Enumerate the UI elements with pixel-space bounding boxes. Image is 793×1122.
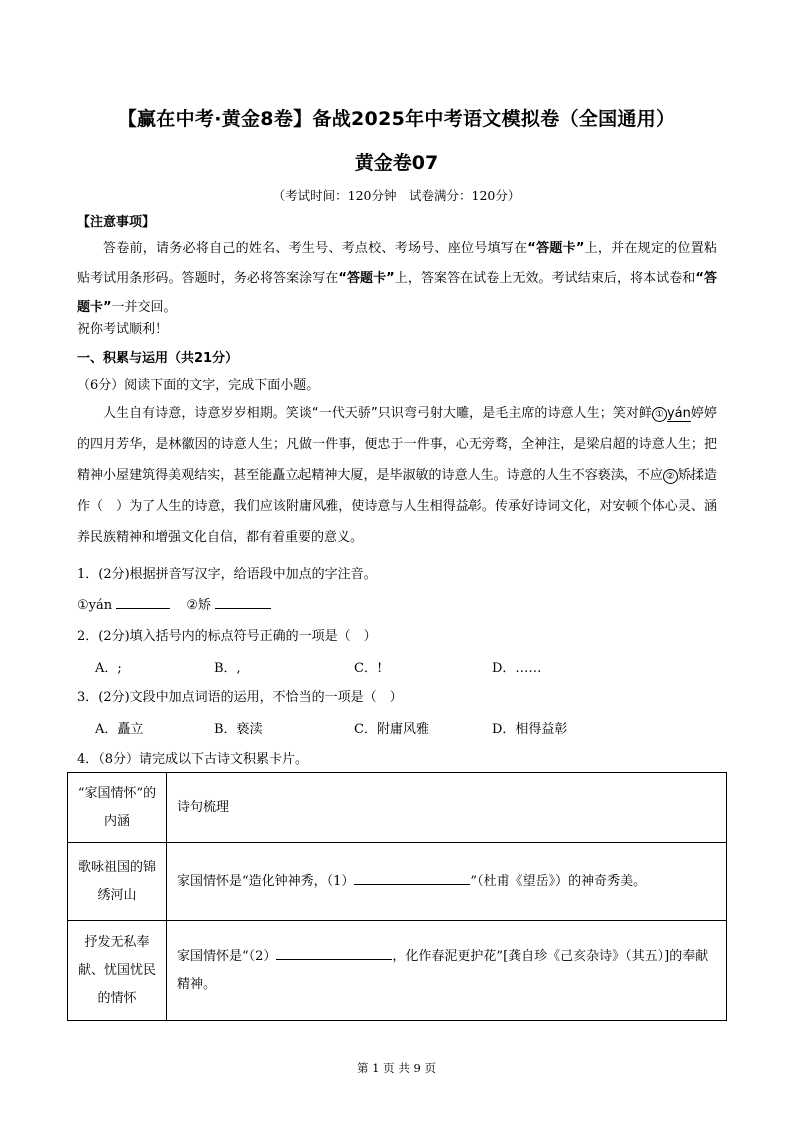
question-1-stem: 1．(2分)根据拼音写汉字，给语段中加点的字注音。 xyxy=(77,567,377,582)
exam-subtitle: 黄金卷07 xyxy=(354,152,439,174)
q3-option-c[interactable]: C．附庸风雅 xyxy=(354,722,429,737)
blank-marker-2: ② xyxy=(663,469,678,484)
notice-heading: 【注意事项】 xyxy=(77,215,156,230)
q2-option-d[interactable]: D．…… xyxy=(492,661,542,676)
dotted-word-4: 相得益彰 · xyxy=(430,499,482,514)
table-header-row xyxy=(68,773,727,843)
q2-option-c[interactable]: C．! xyxy=(354,661,383,676)
reading-passage: 人生自有诗意，诗意岁岁相期。笑谈“一代天骄”只识弯弓射大雕，是毛主席的诗意人生；笑对鲜 ① yán婷婷的四月芳华，是林徽因的诗意人生；凡做一件事，便忠于一件事，心无旁骛，全神注，是梁启超的诗意人生；把精神小屋建筑得美观结实，甚至能矗立 ·起精神大厦，是毕淑敏的诗意人生。诗意的人生不容亵渎 ·，不应 ② 矫揉造作（ ）为了人生的诗意，我们应该附庸风雅 ·，使诗意与人生相得益彰 ·。传承好诗词文化，对安顿个体心灵、涵养民族精神和增强文化自信，都有着重要的意义。 xyxy=(77,398,717,553)
table-header-cell: 诗句梳理 xyxy=(167,773,727,843)
q3-option-d[interactable]: D．相得益彰 xyxy=(492,722,568,737)
blank-marker-1: ① xyxy=(652,407,667,422)
row-label: 抒发无私奉献、忧国忧民的情怀 xyxy=(68,921,167,1021)
answer-card-term: “答题卡” xyxy=(338,270,395,286)
accumulation-card-table xyxy=(67,772,727,1021)
q3-option-b[interactable]: B．亵渎 xyxy=(214,722,263,737)
row-label: 歌咏祖国的锦绣河山 xyxy=(68,843,167,921)
reading-intro: （6分）阅读下面的文字，完成下面小题。 xyxy=(77,378,320,393)
q3-option-a[interactable]: A．矗立 xyxy=(95,722,144,737)
answer-card-term: “答题卡” xyxy=(77,270,717,315)
answer-blank-2[interactable] xyxy=(215,596,271,609)
notice-paragraph: 答卷前，请务必将自己的姓名、考生号、考点校、考场号、座位号填写在“答题卡”上，并在规定的位置粘贴考试用条形码。答题时，务必将答案涂写在“答题卡”上，答案答在试卷上无效。考试结束后，将本试卷和“答题卡”一并交回。 xyxy=(77,241,717,315)
table-row xyxy=(68,843,727,921)
page-footer: 第 1 页 共 9 页 xyxy=(357,1061,436,1075)
pinyin-blank: yán xyxy=(666,406,691,421)
poem-blank-2[interactable] xyxy=(276,947,392,960)
question-3-stem: 3．(2分)文段中加点词语的运用，不恰当的一项是（ ） xyxy=(77,690,403,705)
table-row xyxy=(68,921,727,1021)
q2-option-b[interactable]: B．, xyxy=(214,661,241,676)
section-heading: 一、积累与运用（共21分） xyxy=(77,351,239,366)
dotted-word-3: 附庸风雅 · xyxy=(286,499,338,514)
exam-info: （考试时间：120分钟 试卷满分：120分） xyxy=(272,188,521,203)
answer-blank-1[interactable] xyxy=(116,596,170,609)
question-4-stem: 4．（8分）请完成以下古诗文积累卡片。 xyxy=(77,752,309,767)
question-2-stem: 2．(2分)填入括号内的标点符号正确的一项是（ ） xyxy=(77,629,377,644)
dotted-word-2: 亵渎 · xyxy=(598,468,624,483)
row-content: 家国情怀是“（2） ，化作春泥更护花”[龚自珍《己亥杂诗》（其五）]的奉献精神。 xyxy=(167,921,727,1021)
exam-title: 【赢在中考·黄金8卷】备战2025年中考语文模拟卷（全国通用） xyxy=(117,108,676,130)
table-header-cell: “家国情怀”的内涵 xyxy=(68,773,167,843)
q2-option-a[interactable]: A．; xyxy=(95,661,122,676)
notice-wish: 祝你考试顺利！ xyxy=(77,322,169,337)
answer-card-term: “答题卡” xyxy=(527,241,585,256)
row-content: 家国情怀是“造化钟神秀，（1） ”（杜甫《望岳》）的神奇秀美。 xyxy=(167,843,727,921)
poem-blank-1[interactable] xyxy=(354,872,470,885)
dotted-word-1: 矗立 · xyxy=(272,468,298,483)
question-1-answers: ①yán ②矫 xyxy=(77,594,271,613)
